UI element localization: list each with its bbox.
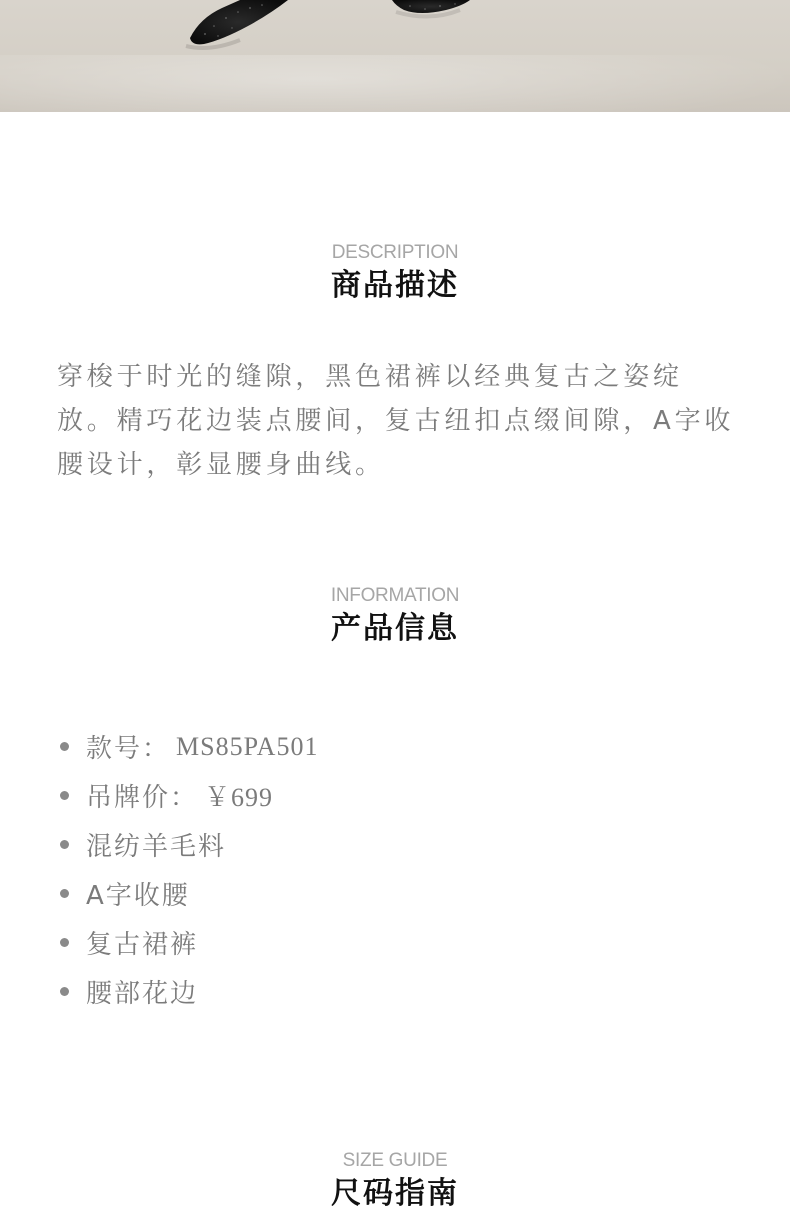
description-heading — [0, 242, 790, 304]
bullet-icon — [60, 742, 69, 751]
bullet-icon — [60, 987, 69, 996]
info-label: 复古裙裤 — [86, 930, 199, 960]
description-cn-title: 商品描述 — [331, 268, 459, 303]
bullet-icon — [60, 840, 69, 849]
size-guide-en-title: SIZE GUIDE — [342, 1150, 448, 1171]
info-label: 款号： — [86, 734, 171, 764]
information-en-title: INFORMATION — [330, 585, 460, 606]
list-item — [60, 820, 318, 869]
info-label: 混纺羊毛料 — [86, 832, 227, 862]
info-label: 吊牌价： — [86, 783, 199, 813]
bullet-icon — [60, 889, 69, 898]
product-description-text: 穿梭于时光的缝隙，黑色裙裤以经典复古之姿绽放。精巧花边装点腰间，复古纽扣点缀间隙，A字收腰设计，彰显腰身曲线。 — [57, 362, 735, 480]
info-label: A字收腰 — [86, 881, 190, 911]
bullet-icon — [60, 938, 69, 947]
list-item — [60, 722, 318, 771]
bullet-icon — [60, 791, 69, 800]
info-label: 腰部花边 — [86, 979, 199, 1009]
list-item — [60, 918, 318, 967]
list-item — [60, 869, 318, 918]
product-info-list — [60, 722, 318, 1016]
list-item — [60, 771, 318, 820]
size-guide-cn-title: 尺码指南 — [331, 1176, 459, 1211]
description-en-title: DESCRIPTION — [331, 242, 459, 263]
shoes-image — [0, 0, 790, 112]
information-cn-title: 产品信息 — [331, 611, 459, 646]
info-value: ￥699 — [204, 783, 274, 812]
information-heading — [0, 585, 790, 647]
product-photo — [0, 0, 790, 112]
info-value: MS85PA501 — [176, 731, 319, 761]
list-item — [60, 967, 318, 1016]
size-guide-heading — [0, 1150, 790, 1212]
